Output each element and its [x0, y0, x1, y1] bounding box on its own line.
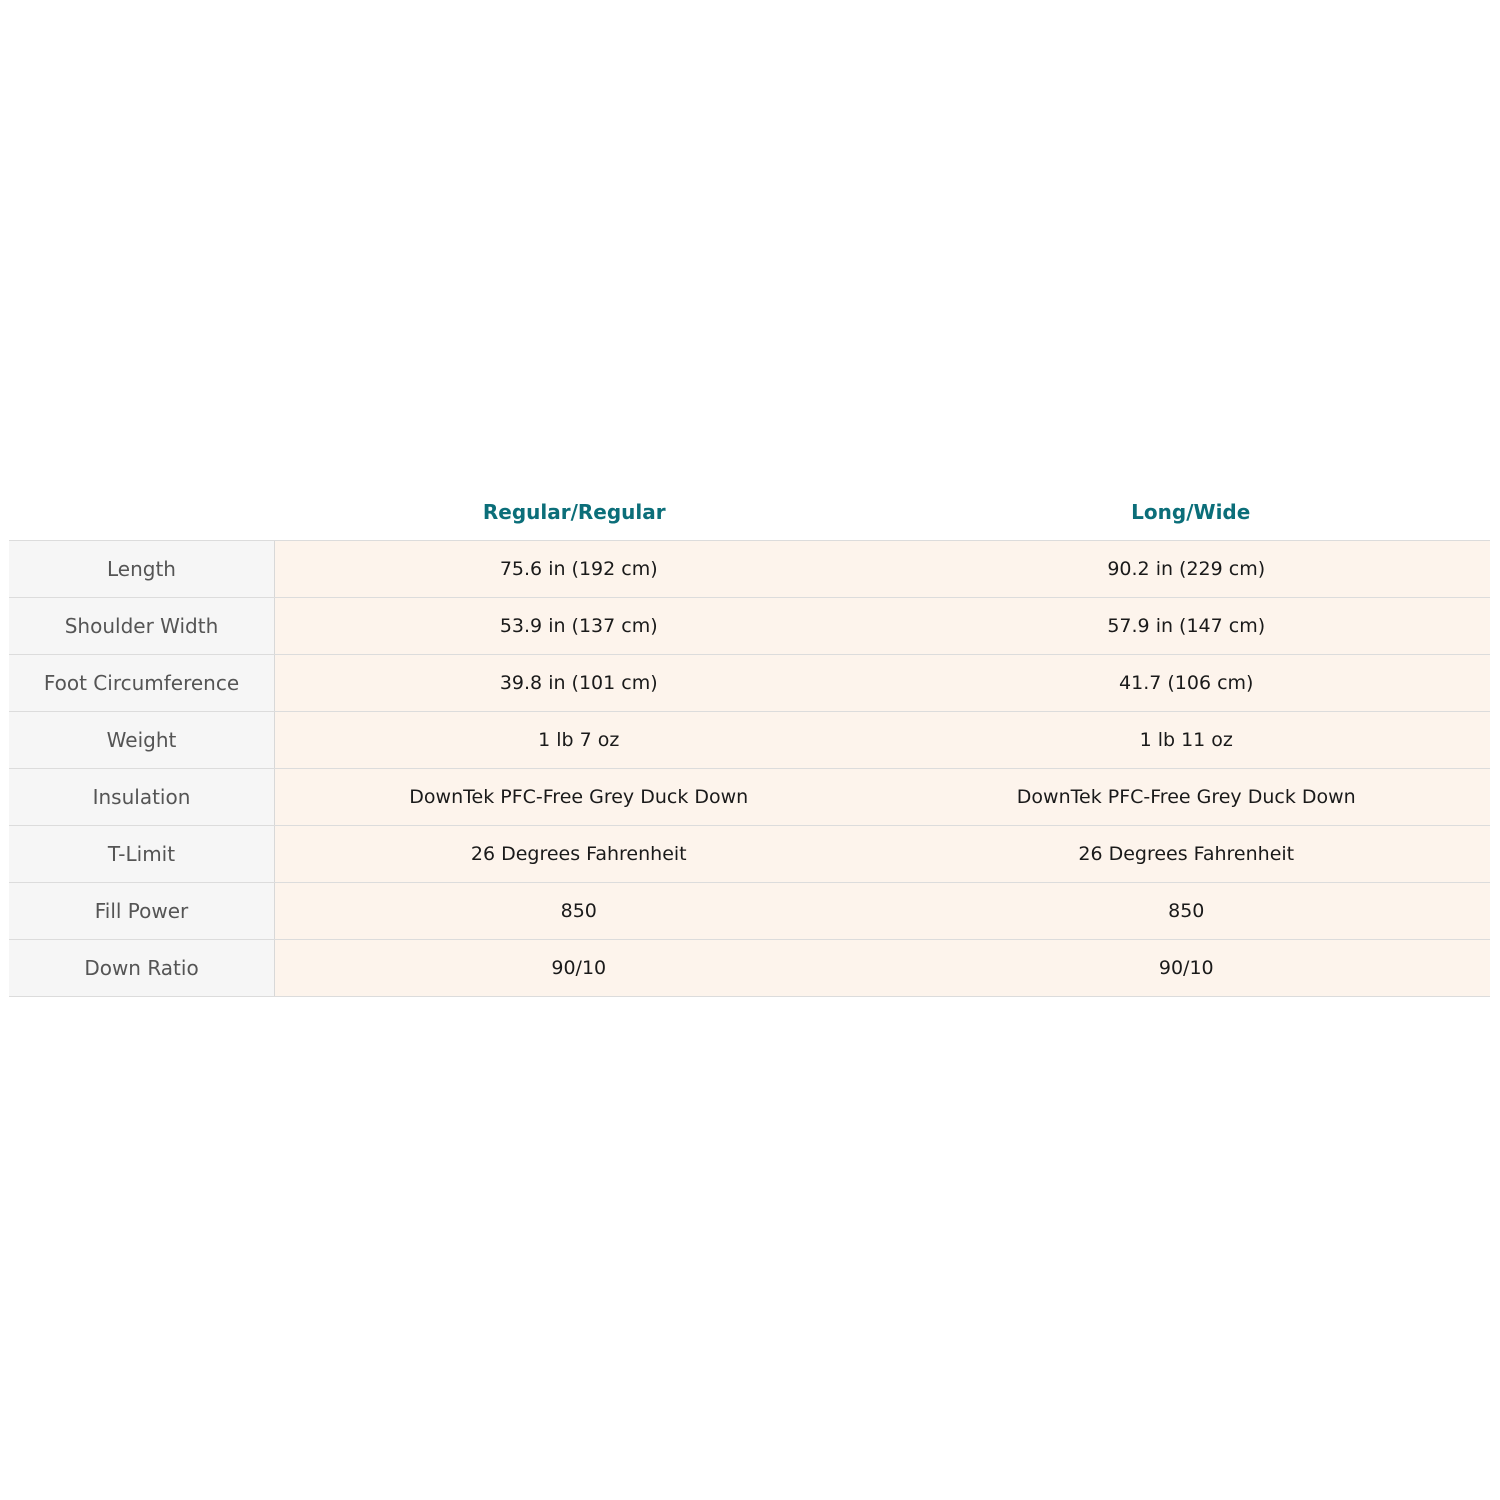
value-regular: 90/10	[275, 940, 883, 996]
value-long-wide: DownTek PFC-Free Grey Duck Down	[883, 769, 1491, 825]
value-regular: 75.6 in (192 cm)	[275, 541, 883, 597]
value-regular: 1 lb 7 oz	[275, 712, 883, 768]
column-header-long-wide: Long/Wide	[1131, 500, 1251, 524]
row-label: Weight	[9, 712, 275, 768]
spec-comparison-table	[9, 484, 1490, 997]
table-row-t-limit	[9, 826, 1490, 883]
row-label: T-Limit	[9, 826, 275, 882]
value-long-wide: 90/10	[883, 940, 1491, 996]
table-body	[9, 540, 1490, 997]
table-header-row	[9, 484, 1490, 540]
value-long-wide: 850	[883, 883, 1491, 939]
value-regular: DownTek PFC-Free Grey Duck Down	[275, 769, 883, 825]
value-long-wide: 90.2 in (229 cm)	[883, 541, 1491, 597]
table-row-fill-power	[9, 883, 1490, 940]
column-header-regular: Regular/Regular	[482, 500, 666, 524]
table-row-length	[9, 541, 1490, 598]
row-label: Shoulder Width	[9, 598, 275, 654]
table-row-foot-circumference	[9, 655, 1490, 712]
row-label: Foot Circumference	[9, 655, 275, 711]
header-corner	[9, 484, 275, 540]
value-regular: 850	[275, 883, 883, 939]
value-regular: 26 Degrees Fahrenheit	[275, 826, 883, 882]
row-label: Insulation	[9, 769, 275, 825]
value-long-wide: 1 lb 11 oz	[883, 712, 1491, 768]
table-row-insulation	[9, 769, 1490, 826]
table-row-shoulder-width	[9, 598, 1490, 655]
value-regular: 53.9 in (137 cm)	[275, 598, 883, 654]
table-row-down-ratio	[9, 940, 1490, 997]
row-label: Length	[9, 541, 275, 597]
value-long-wide: 26 Degrees Fahrenheit	[883, 826, 1491, 882]
row-label: Fill Power	[9, 883, 275, 939]
table-row-weight	[9, 712, 1490, 769]
value-long-wide: 57.9 in (147 cm)	[883, 598, 1491, 654]
value-long-wide: 41.7 (106 cm)	[883, 655, 1491, 711]
value-regular: 39.8 in (101 cm)	[275, 655, 883, 711]
row-label: Down Ratio	[9, 940, 275, 996]
